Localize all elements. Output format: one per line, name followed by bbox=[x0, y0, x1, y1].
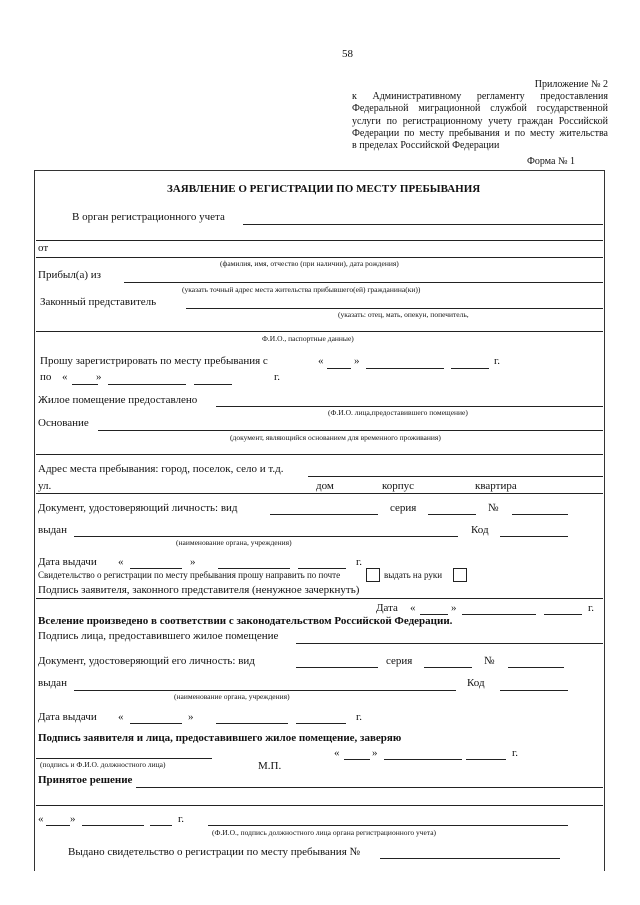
issued-cert-field[interactable] bbox=[380, 858, 560, 859]
to-year-field[interactable] bbox=[194, 384, 232, 385]
code-field[interactable] bbox=[500, 536, 568, 537]
form-number: Форма № 1 bbox=[527, 156, 575, 167]
date-label: Дата bbox=[376, 602, 398, 614]
rep-field[interactable] bbox=[186, 308, 603, 309]
street-label: ул. bbox=[38, 480, 52, 492]
doc-type-field[interactable] bbox=[270, 514, 378, 515]
issue-year-suffix: г. bbox=[356, 556, 363, 568]
basis-field[interactable] bbox=[98, 430, 603, 431]
arrived-field[interactable] bbox=[124, 282, 603, 283]
certify-quote-open: « bbox=[334, 747, 340, 759]
rep-label: Законный представитель bbox=[40, 296, 157, 308]
decision-label: Принятое решение bbox=[38, 774, 133, 786]
request-label: Прошу зарегистрировать по месту пребывания с bbox=[40, 355, 268, 367]
final-quote-close: » bbox=[70, 813, 76, 825]
settlement-label: Вселение произведено в соответствии с законодательством Российской Федерации. bbox=[38, 615, 453, 627]
basis-caption: (документ, являющийся основанием для временного проживания) bbox=[230, 433, 441, 442]
appendix-line: к Административному регламенту предоставления bbox=[352, 91, 608, 103]
series-label: серия bbox=[390, 502, 417, 514]
certificate-label: Свидетельство о регистрации по месту пребывания прошу направить по почте bbox=[38, 570, 341, 580]
issue-year-field[interactable] bbox=[298, 568, 346, 569]
signature-label: Подпись заявителя, законного представителя (ненужное зачеркнуть) bbox=[38, 584, 360, 596]
certify-label: Подпись заявителя и лица, предоставившего жилое помещение, заверяю bbox=[38, 732, 402, 744]
appendix-line: Федерации по месту пребывания и по месту жительства bbox=[352, 127, 608, 139]
address-label: Адрес места пребывания: город, поселок, село и т.д. bbox=[38, 463, 284, 475]
request-day-field[interactable] bbox=[327, 368, 351, 369]
to-label: по bbox=[40, 371, 52, 383]
date-year-field[interactable] bbox=[544, 614, 582, 615]
from-label: от bbox=[38, 242, 49, 254]
series-field[interactable] bbox=[428, 514, 476, 515]
from-field[interactable] bbox=[36, 257, 603, 258]
official-sign-field[interactable] bbox=[36, 758, 212, 759]
provider-sign-label: Подпись лица, предоставившего жилое помещение bbox=[38, 630, 279, 642]
hand-checkbox[interactable] bbox=[453, 568, 467, 582]
apartment-label: квартира bbox=[475, 480, 517, 492]
to-month-field[interactable] bbox=[108, 384, 186, 385]
appendix-line: услуги по регистрационному учету граждан Российской bbox=[352, 115, 608, 127]
issue-month-field[interactable] bbox=[218, 568, 290, 569]
house-label: дом bbox=[316, 480, 334, 492]
issued-cert-label: Выдано свидетельство о регистрации по месту пребывания № bbox=[68, 846, 360, 858]
doc2-label: Документ, удостоверяющий его личность: вид bbox=[38, 655, 255, 667]
final-quote-open: « bbox=[38, 813, 44, 825]
doc2-type-field[interactable] bbox=[296, 667, 378, 668]
doc-label: Документ, удостоверяющий личность: вид bbox=[38, 502, 238, 514]
arrived-label: Прибыл(а) из bbox=[38, 269, 101, 281]
code2-label: Код bbox=[467, 677, 485, 689]
issued-field[interactable] bbox=[74, 536, 458, 537]
issue-date2-label: Дата выдачи bbox=[38, 711, 97, 723]
basis-field-line2[interactable] bbox=[36, 454, 603, 455]
issue-day-field[interactable] bbox=[130, 568, 182, 569]
issue-date-label: Дата выдачи bbox=[38, 556, 97, 568]
building-label: корпус bbox=[382, 480, 415, 492]
appendix-line: в пределах Российской Федерации bbox=[352, 140, 500, 152]
issue-date-quote-close: » bbox=[190, 556, 196, 568]
issue-date-quote-open: « bbox=[118, 556, 124, 568]
organ-field[interactable] bbox=[243, 224, 603, 225]
to-quote-open: « bbox=[62, 371, 68, 383]
certify-year-suffix: г. bbox=[512, 747, 519, 759]
address-field[interactable] bbox=[308, 476, 603, 477]
final-year-suffix: г. bbox=[178, 813, 185, 825]
official-caption: (подпись и Ф.И.О. должностного лица) bbox=[40, 760, 166, 769]
issued2-caption: (наименование органа, учреждения) bbox=[174, 692, 290, 701]
appendix-line: Федеральной миграционной службой государственной bbox=[352, 103, 608, 115]
series2-label: серия bbox=[386, 655, 413, 667]
appendix-block bbox=[352, 79, 608, 152]
code-label: Код bbox=[471, 524, 489, 536]
page-number: 58 bbox=[342, 48, 353, 60]
provider-sign-field[interactable] bbox=[296, 643, 603, 644]
issued-caption: (наименование органа, учреждения) bbox=[176, 538, 292, 547]
final-year-field[interactable] bbox=[150, 825, 172, 826]
request-quote-open: « bbox=[318, 355, 324, 367]
issue-date2-quote-open: « bbox=[118, 711, 124, 723]
street-field[interactable] bbox=[36, 493, 603, 494]
code2-field[interactable] bbox=[500, 690, 568, 691]
request-year-field[interactable] bbox=[451, 368, 489, 369]
date-quote-open: « bbox=[410, 602, 416, 614]
issue2-month-field[interactable] bbox=[216, 723, 288, 724]
official2-caption: (Ф.И.О., подпись должностного лица органа регистрационного учета) bbox=[212, 828, 437, 837]
issue2-year-field[interactable] bbox=[296, 723, 346, 724]
mail-checkbox[interactable] bbox=[366, 568, 380, 582]
to-quote-close: » bbox=[96, 371, 102, 383]
housing-field[interactable] bbox=[216, 406, 603, 407]
housing-caption: (Ф.И.О. лица,предоставившего помещение) bbox=[328, 408, 468, 417]
housing-label: Жилое помещение предоставлено bbox=[38, 394, 198, 406]
to-year-suffix: г. bbox=[274, 371, 281, 383]
number2-label: № bbox=[484, 655, 495, 667]
organ-label: В орган регистрационного учета bbox=[72, 211, 225, 223]
form-title: ЗАЯВЛЕНИЕ О РЕГИСТРАЦИИ ПО МЕСТУ ПРЕБЫВАНИЯ bbox=[167, 183, 481, 195]
request-month-field[interactable] bbox=[366, 368, 444, 369]
official2-sign-field[interactable] bbox=[208, 825, 568, 826]
number-label: № bbox=[488, 502, 499, 514]
rep-caption: (указать: отец, мать, опекун, попечитель, bbox=[338, 310, 469, 319]
to-day-field[interactable] bbox=[72, 384, 98, 385]
decision-field-line2[interactable] bbox=[36, 805, 603, 806]
issued2-label: выдан bbox=[38, 677, 67, 689]
certify-year-field[interactable] bbox=[466, 759, 506, 760]
signature-field[interactable] bbox=[36, 598, 603, 599]
final-day-field[interactable] bbox=[46, 825, 70, 826]
series2-field[interactable] bbox=[424, 667, 472, 668]
basis-label: Основание bbox=[38, 417, 89, 429]
date-quote-close: » bbox=[451, 602, 457, 614]
request-quote-close: » bbox=[354, 355, 360, 367]
certify-day-field[interactable] bbox=[344, 759, 370, 760]
date-year-suffix: г. bbox=[588, 602, 595, 614]
organ-field-line2[interactable] bbox=[36, 240, 603, 241]
issue2-year-suffix: г. bbox=[356, 711, 363, 723]
decision-field[interactable] bbox=[136, 787, 603, 788]
hand-label: выдать на руки bbox=[384, 570, 443, 580]
issued2-field[interactable] bbox=[74, 690, 456, 691]
issue-date2-quote-close: » bbox=[188, 711, 194, 723]
arrived-caption: (указать точный адрес места жительства прибывшего(ей) гражданина(ки)) bbox=[182, 285, 421, 294]
request-year-suffix: г. bbox=[494, 355, 501, 367]
certify-month-field[interactable] bbox=[384, 759, 462, 760]
certify-quote-close: » bbox=[372, 747, 378, 759]
number2-field[interactable] bbox=[508, 667, 564, 668]
date-month-field[interactable] bbox=[462, 614, 536, 615]
rep-caption-2: Ф.И.О., паспортные данные) bbox=[262, 334, 354, 343]
final-month-field[interactable] bbox=[82, 825, 144, 826]
issued-label: выдан bbox=[38, 524, 67, 536]
stamp-label: М.П. bbox=[258, 760, 282, 772]
issue2-day-field[interactable] bbox=[130, 723, 182, 724]
number-field[interactable] bbox=[512, 514, 568, 515]
appendix-title: Приложение № 2 bbox=[534, 79, 608, 90]
from-caption: (фамилия, имя, отчество (при наличии), дата рождения) bbox=[220, 259, 399, 268]
rep-field-line2[interactable] bbox=[36, 331, 603, 332]
